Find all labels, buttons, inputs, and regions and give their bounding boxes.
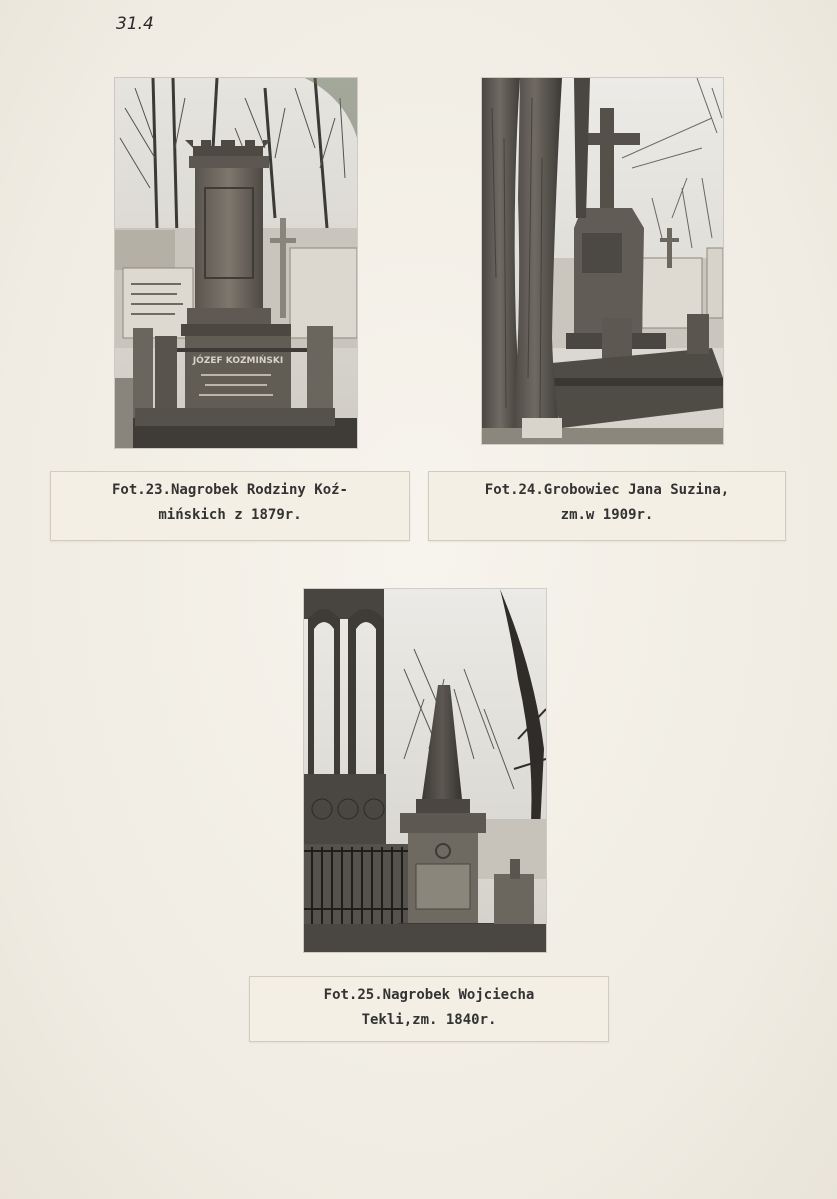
caption-line: Fot.24.Grobowiec Jana Suzina,	[484, 482, 730, 498]
caption-line: Fot.25.Nagrobek Wojciecha	[323, 987, 535, 1003]
photo-fot24-suzin-tomb	[482, 78, 723, 444]
obelisk-tombstone-image	[304, 589, 546, 952]
photo-fot25-obelisk-tombstone	[304, 589, 546, 952]
caption-line: Tekli,zm. 1840r.	[361, 1012, 497, 1028]
tree-and-cross-tomb-image	[482, 78, 723, 444]
caption-fot25	[249, 976, 609, 1042]
caption-line: zm.w 1909r.	[560, 507, 654, 523]
caption-line: Fot.23.Nagrobek Rodziny Koź-	[111, 482, 348, 498]
stone-inscription: JÓZEF KOZMIŃSKI	[192, 356, 284, 366]
caption-fot24	[428, 471, 786, 541]
photo-fot23-kozminski-tombstone	[115, 78, 357, 448]
caption-line: mińskich z 1879r.	[158, 507, 302, 523]
page-number: 31.4	[116, 14, 154, 34]
caption-fot23	[50, 471, 410, 541]
tombstone-pillar-image	[115, 78, 357, 448]
